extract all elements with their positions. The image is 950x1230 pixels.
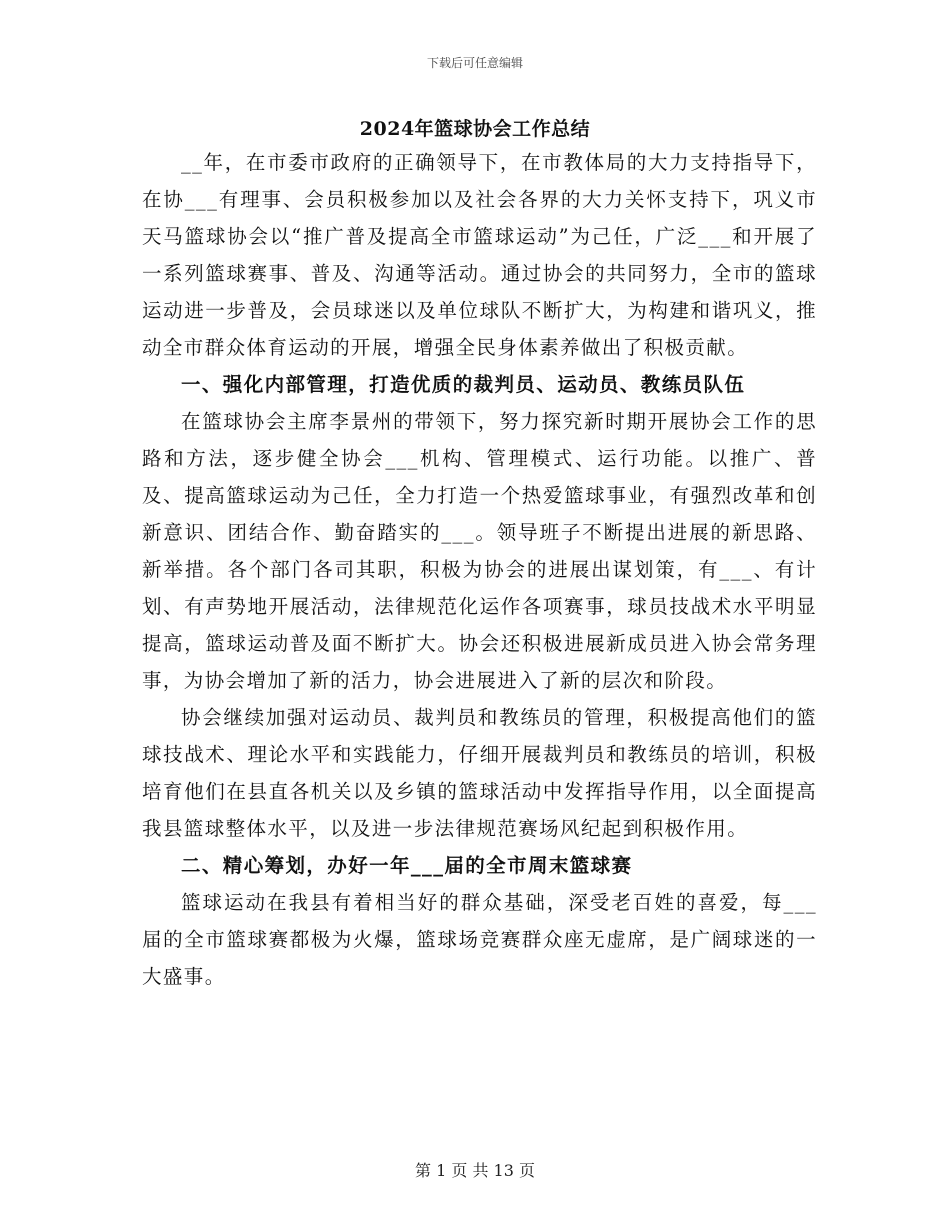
section-1-heading: 一、强化内部管理，打造优质的裁判员、运动员、教练员队伍 <box>181 373 746 396</box>
header-note: 下载后可任意编辑 <box>426 56 523 70</box>
document-title: 2024年篮球协会工作总结 <box>359 118 591 140</box>
section-1-paragraph-2: 协会继续加强对运动员、裁判员和教练员的管理，积极提高他们的篮球技战术、理论水平和实践能力，仔细开展裁判员和教练员的培训，积极培育他们在县直各机关以及乡镇的篮球活动中发挥指导作用，以全面提高我县篮球整体水平，以及进一步法律规范赛场风纪起到积极作用。 <box>142 706 817 840</box>
page-footer: 第 1 页 共 13 页 <box>415 1161 535 1180</box>
section-2-heading: 二、精心筹划，办好一年___届的全市周末篮球赛 <box>181 854 633 877</box>
intro-paragraph: __年，在市委市政府的正确领导下，在市教体局的大力支持指导下，在协___有理事、会员积极参加以及社会各界的大力关怀支持下，巩义市天马篮球协会以“推广普及提高全市篮球运动”为己任，广泛___和开展了一系列篮球赛事、普及、沟通等活动。通过协会的共同努力，全市的篮球运动进一步普及，会员球迷以及单位球队不断扩大，为构建和谐巩义，推动全市群众体育运动的开展，增强全民身体素养做出了积极贡献。 <box>142 151 817 359</box>
document-body <box>142 144 817 995</box>
section-2-paragraph-1: 篮球运动在我县有着相当好的群众基础，深受老百姓的喜爱，每___届的全市篮球赛都极为火爆，篮球场竞赛群众座无虚席，是广阔球迷的一大盛事。 <box>142 891 817 988</box>
section-1-paragraph-1: 在篮球协会主席李景州的带领下，努力探究新时期开展协会工作的思路和方法，逐步健全协会___机构、管理模式、运行功能。以推广、普及、提高篮球运动为己任，全力打造一个热爱篮球事业，有强烈改革和创新意识、团结合作、勤奋踏实的___。领导班子不断提出进展的新思路、新举措。各个部门各司其职，积极为协会的进展出谋划策，有___、有计划、有声势地开展活动，法律规范化运作各项赛事，球员技战术水平明显提高，篮球运动普及面不断扩大。协会还积极进展新成员进入协会常务理事，为协会增加了新的活力，协会进展进入了新的层次和阶段。 <box>142 410 817 692</box>
